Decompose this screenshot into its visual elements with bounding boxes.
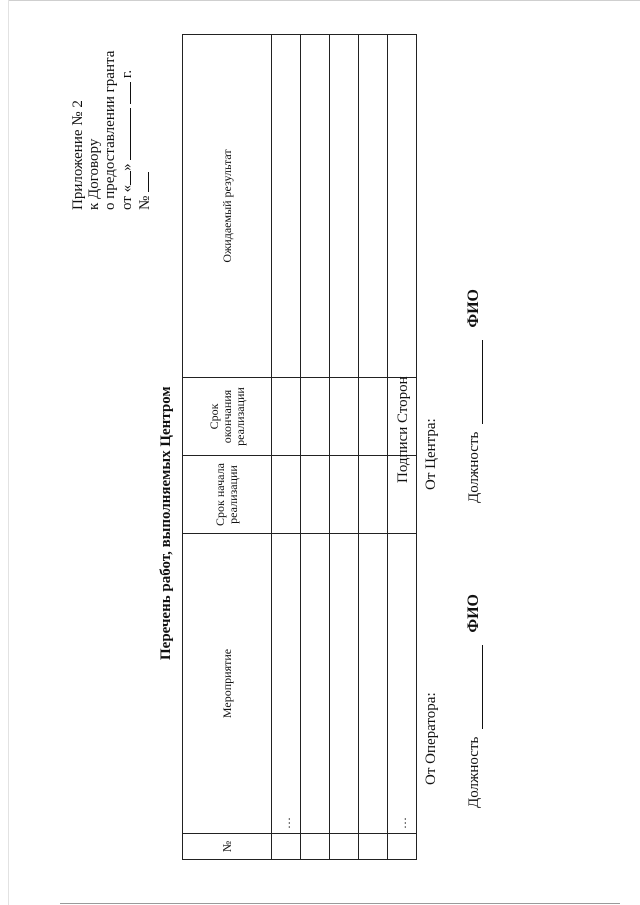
header-no: № (183, 834, 272, 860)
cell-activity: … (388, 534, 417, 834)
center-position-label: Должность (466, 431, 482, 503)
cell-activity: … (272, 534, 301, 834)
cell-result (330, 35, 359, 378)
operator-label: От Оператора: (423, 692, 439, 785)
operator-signature-line (468, 645, 483, 729)
annex-date-quote: » (119, 163, 135, 171)
annex-title: Приложение № 2 (70, 100, 86, 210)
cell-start (359, 456, 388, 534)
operator-position-label: Должность (466, 736, 482, 808)
cell-start (272, 456, 301, 534)
cell-no (272, 834, 301, 860)
table-row (359, 35, 388, 860)
cell-end (330, 378, 359, 456)
header-result: Ожидаемый результат (183, 35, 272, 378)
annex-number-line (136, 51, 153, 210)
cell-result (388, 35, 417, 378)
center-signature-row (465, 289, 483, 503)
center-signature-line (468, 340, 483, 424)
annex-header (70, 51, 153, 210)
header-activity: Мероприятие (183, 534, 272, 834)
cell-activity (330, 534, 359, 834)
cell-no (388, 834, 417, 860)
annex-grant: о предоставлении гранта (102, 50, 118, 210)
cell-no (330, 834, 359, 860)
cell-activity (359, 534, 388, 834)
operator-fio-label: ФИО (465, 594, 482, 633)
page-title: Перечень работ, выполняемых Центром (158, 386, 174, 660)
month-blank (118, 108, 131, 160)
number-blank (136, 172, 149, 192)
year-blank (118, 82, 131, 104)
cell-no (359, 834, 388, 860)
operator-signature-row (465, 594, 483, 808)
table-row (272, 35, 301, 860)
cell-result (272, 35, 301, 378)
annex-date-from: от « (119, 184, 135, 210)
scan-edge-left (8, 0, 9, 905)
cell-result (359, 35, 388, 378)
center-fio-label: ФИО (465, 289, 482, 328)
annex-number-sign: № (137, 195, 153, 210)
center-label: От Центра: (423, 418, 439, 490)
scan-edge-bottom (60, 903, 620, 904)
cell-end (272, 378, 301, 456)
annex-date-line (118, 51, 135, 210)
signatures-heading: Подписи Сторон (395, 376, 411, 483)
annex-year-suffix: г. (119, 69, 135, 79)
day-blank (118, 171, 131, 185)
annex-to-contract: к Договору (86, 138, 102, 210)
header-end: Срок окончания реализации (183, 378, 272, 456)
cell-end (359, 378, 388, 456)
cell-start (330, 456, 359, 534)
table-row (330, 35, 359, 860)
works-table (182, 34, 417, 860)
cell-no (301, 834, 330, 860)
cell-start (301, 456, 330, 534)
header-start: Срок начала реализации (183, 456, 272, 534)
cell-result (301, 35, 330, 378)
rotated-page (10, 0, 630, 900)
cell-end (301, 378, 330, 456)
table-row (301, 35, 330, 860)
table-header-row (183, 35, 272, 860)
cell-activity (301, 534, 330, 834)
